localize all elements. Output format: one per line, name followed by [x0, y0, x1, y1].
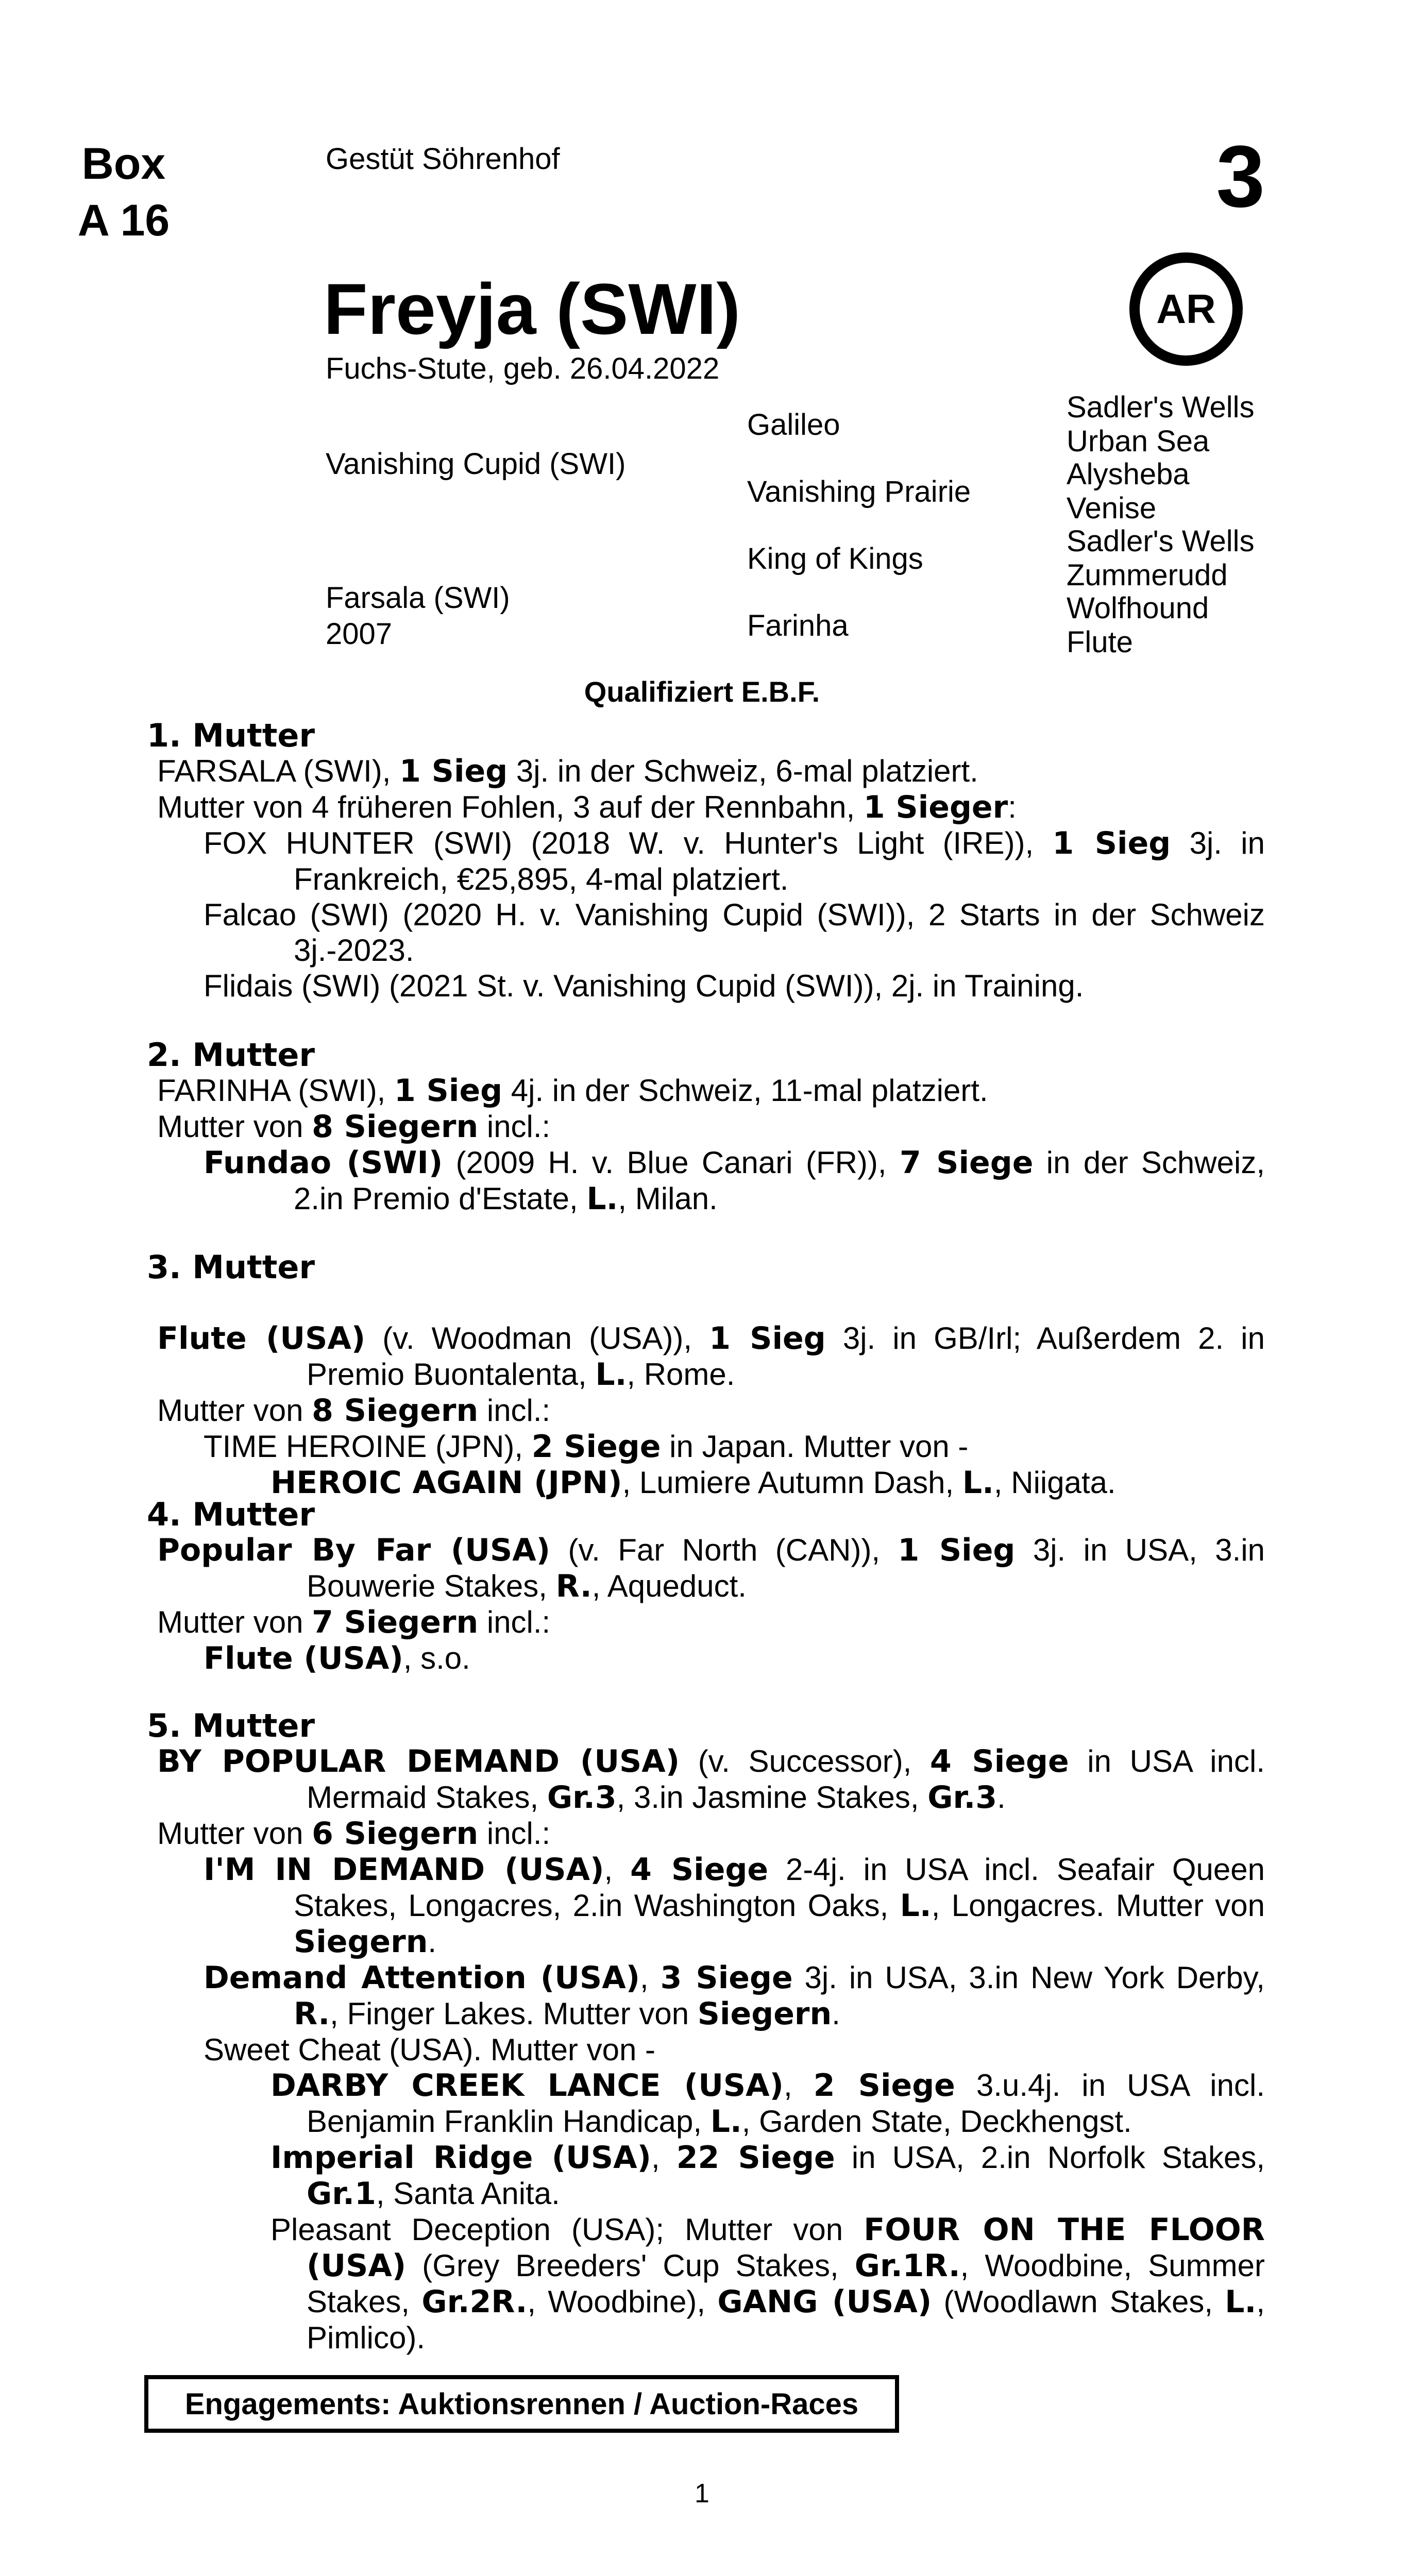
breeder-name: Gestüt Söhrenhof [326, 142, 560, 176]
pedigree-grandparent: King of Kings [747, 542, 923, 575]
section-heading-dam-3: 3. Mutter [147, 1248, 315, 1286]
paragraph: Mutter von 7 Siegern incl.: [157, 1604, 551, 1640]
paragraph: BY POPULAR DEMAND (USA) (v. Successor), 4 Siege in USA incl. Mermaid Stakes, Gr.3, 3.in Jasmine Stakes, Gr.3. [157, 1743, 1265, 1816]
section-body-dam-3 [157, 1285, 1265, 1501]
paragraph: FOX HUNTER (SWI) (2018 W. v. Hunter's Light (IRE)), 1 Sieg 3j. in Frankreich, €25,895, 4-mal platziert. [204, 825, 1265, 896]
paragraph: Sweet Cheat (USA). Mutter von - [204, 2032, 655, 2067]
pedigree-great-grandparent: Alysheba [1067, 457, 1190, 491]
pedigree-great-grandparent: Urban Sea [1067, 425, 1210, 458]
box-label: Box [81, 139, 166, 189]
paragraph: Mutter von 4 früheren Fohlen, 3 auf der Rennbahn, 1 Sieger: [157, 789, 1017, 825]
paragraph: Falcao (SWI) (2020 H. v. Vanishing Cupid (SWI)), 2 Starts in der Schweiz 3j.-2023. [204, 897, 1265, 968]
paragraph: Mutter von 8 Siegern incl.: [157, 1109, 551, 1145]
paragraph: DARBY CREEK LANCE (USA), 2 Siege 3.u.4j. in USA incl. Benjamin Franklin Handicap, L., Garden State, Deckhengst. [270, 2067, 1265, 2140]
section-body-dam-2 [157, 1073, 1265, 1217]
pedigree-grandparent: Farinha [747, 609, 849, 642]
paragraph: I'M IN DEMAND (USA), 4 Siege 2-4j. in USA incl. Seafair Queen Stakes, Longacres, 2.in Washington Oaks, L., Longacres. Mutter von Siegern. [204, 1852, 1265, 1960]
paragraph: FARSALA (SWI), 1 Sieg 3j. in der Schweiz, 6-mal platziert. [157, 753, 978, 789]
pedigree-great-grandparent: Venise [1067, 492, 1157, 525]
section-heading-dam-4: 4. Mutter [147, 1496, 315, 1533]
box-number: A 16 [77, 196, 170, 245]
ar-badge: AR [1129, 252, 1243, 366]
paragraph: TIME HEROINE (JPN), 2 Siege in Japan. Mutter von - [204, 1429, 969, 1465]
pedigree-great-grandparent: Wolfhound [1067, 591, 1209, 625]
paragraph: Flute (USA) (v. Woodman (USA)), 1 Sieg 3j. in GB/Irl; Außerdem 2. in Premio Buontalenta, L., Rome. [157, 1320, 1265, 1393]
section-heading-dam-1: 1. Mutter [147, 717, 315, 754]
page-number: 1 [695, 2479, 709, 2509]
pedigree-grandparent: Galileo [747, 408, 840, 442]
paragraph: HEROIC AGAIN (JPN), Lumiere Autumn Dash, L., Niigata. [270, 1465, 1116, 1501]
pedigree-great-grandparent: Zummerudd [1067, 558, 1228, 592]
horse-description: Fuchs-Stute, geb. 26.04.2022 [326, 352, 720, 385]
horse-name: Freyja (SWI) [324, 268, 741, 349]
pedigree-grandparent: Vanishing Prairie [747, 475, 971, 509]
paragraph: Popular By Far (USA) (v. Far North (CAN)), 1 Sieg 3j. in USA, 3.in Bouwerie Stakes, R., Aqueduct. [157, 1532, 1265, 1604]
paragraph: Flidais (SWI) (2021 St. v. Vanishing Cupid (SWI)), 2j. in Training. [204, 969, 1084, 1003]
paragraph: FARINHA (SWI), 1 Sieg 4j. in der Schweiz, 11-mal platziert. [157, 1073, 988, 1109]
pedigree-dam: Farsala (SWI) [326, 581, 510, 615]
lot-number: 3 [1216, 128, 1265, 226]
paragraph: Imperial Ridge (USA), 22 Siege in USA, 2.in Norfolk Stakes, Gr.1, Santa Anita. [270, 2140, 1265, 2212]
section-body-dam-1 [157, 753, 1265, 1004]
section-heading-dam-5: 5. Mutter [147, 1707, 315, 1744]
section-heading-dam-2: 2. Mutter [147, 1036, 315, 1074]
pedigree-sire: Vanishing Cupid (SWI) [326, 447, 626, 481]
qualification-note: Qualifiziert E.B.F. [584, 675, 820, 708]
paragraph: Demand Attention (USA), 3 Siege 3j. in USA, 3.in New York Derby, R., Finger Lakes. Mutter von Siegern. [204, 1960, 1265, 2032]
paragraph [157, 1285, 1265, 1320]
paragraph: Pleasant Deception (USA); Mutter von FOUR ON THE FLOOR (USA) (Grey Breeders' Cup Stakes, Gr.1R., Woodbine, Summer Stakes, Gr.2R., Woodbine), GANG (USA) (Woodlawn Stakes, L., Pimlico). [270, 2212, 1265, 2355]
pedigree-great-grandparent: Sadler's Wells [1067, 524, 1255, 558]
pedigree-dam-year: 2007 [326, 617, 393, 651]
section-body-dam-4 [157, 1532, 1265, 1676]
engagements-box: Engagements: Auktionsrennen / Auction-Races [144, 2375, 899, 2433]
paragraph: Flute (USA), s.o. [204, 1640, 470, 1676]
pedigree-great-grandparent: Flute [1067, 625, 1133, 659]
section-body-dam-5 [157, 1743, 1265, 2355]
paragraph: Fundao (SWI) (2009 H. v. Blue Canari (FR)), 7 Siege in der Schweiz, 2.in Premio d'Estate, L., Milan. [204, 1145, 1265, 1217]
paragraph: Mutter von 8 Siegern incl.: [157, 1393, 551, 1429]
pedigree-great-grandparent: Sadler's Wells [1067, 391, 1255, 424]
paragraph: Mutter von 6 Siegern incl.: [157, 1816, 551, 1852]
